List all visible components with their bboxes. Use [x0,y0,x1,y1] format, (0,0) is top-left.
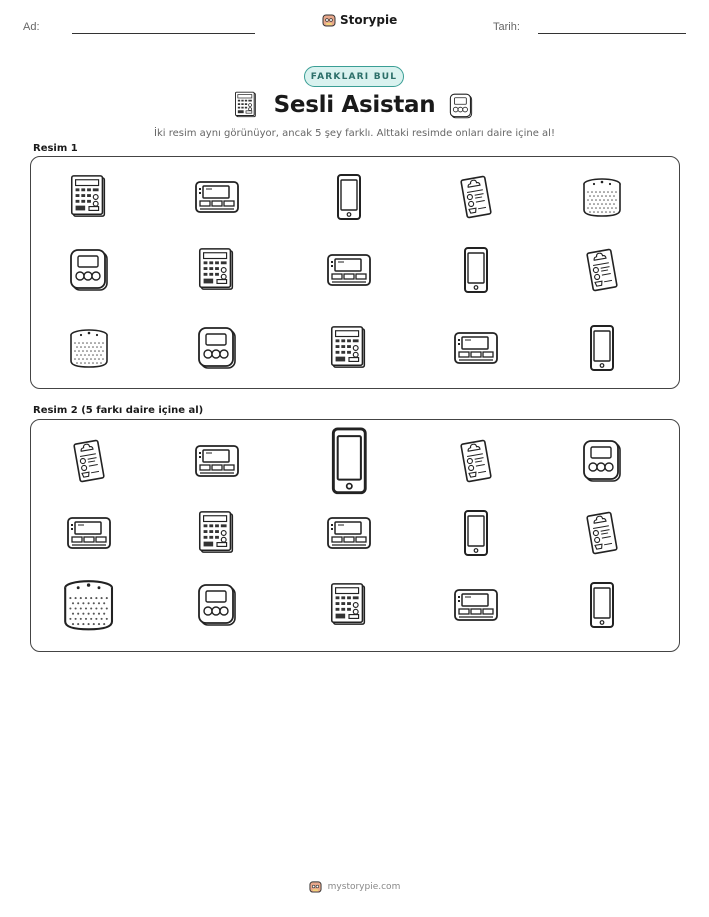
brand-name: Storypie [340,13,398,27]
brand-logo [322,13,397,27]
control-panel-icon[interactable] [197,510,237,556]
control-panel-icon [197,247,237,293]
timer-icon [449,93,473,119]
activity-badge: FARKLARI BUL [304,66,404,87]
recipe-card-icon [585,248,619,292]
smartphone-icon[interactable] [329,426,370,496]
timer-icon[interactable] [582,439,622,483]
control-panel-icon [329,325,369,371]
timer-icon [197,326,237,370]
smartphone-icon[interactable] [588,581,616,629]
footer [0,880,709,893]
smartphone-icon [462,246,490,294]
timer-icon[interactable] [197,583,237,627]
recipe-card-icon[interactable] [459,439,493,483]
smartphone-icon[interactable] [462,509,490,557]
thermostat-icon[interactable] [453,587,499,623]
thermostat-icon[interactable] [66,515,112,551]
picture-2-label: Resim 2 (5 farkı daire içine al) [33,405,204,416]
name-label: Ad: [23,21,40,33]
picture-2-panel[interactable] [30,419,680,652]
footer-site: mystorypie.com [327,881,401,892]
smartphone-icon [335,173,363,221]
date-input-line[interactable] [538,33,686,34]
thermostat-icon [453,330,499,366]
timer-icon [69,248,109,292]
name-input-line[interactable] [72,33,255,34]
smart-speaker-icon [67,326,111,370]
thermostat-icon[interactable] [194,443,240,479]
smartphone-icon [588,324,616,372]
thermostat-icon[interactable] [326,515,372,551]
date-label: Tarih: [493,21,520,33]
instructions: İki resim aynı görünüyor, ancak 5 şey farklı. Alttaki resimde onları daire içine al! [154,128,555,139]
page-title: Sesli Asistan [273,92,436,118]
smart-speaker-icon[interactable] [60,576,117,633]
recipe-card-icon [459,175,493,219]
smart-speaker-icon [580,175,624,219]
storypie-mascot-icon [309,880,322,893]
thermostat-icon [326,252,372,288]
control-panel-icon [69,174,109,220]
recipe-card-icon[interactable] [72,439,106,483]
storypie-mascot-icon [322,13,336,27]
control-panel-icon[interactable] [329,582,369,628]
picture-1-panel [30,156,680,389]
thermostat-icon [194,179,240,215]
recipe-card-icon[interactable] [585,511,619,555]
picture-1-label: Resim 1 [33,143,78,154]
